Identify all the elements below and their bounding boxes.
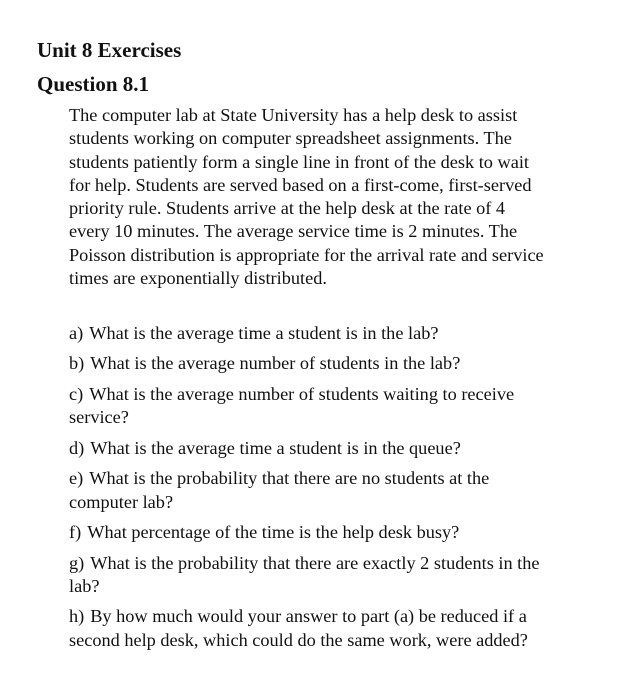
part-text: What is the average number of students waiting to receive service?	[69, 383, 515, 428]
question-part-a	[69, 322, 549, 345]
unit-title: Unit 8 Exercises	[37, 38, 182, 62]
part-label: a)	[69, 323, 84, 343]
part-text: What is the average time a student is in the lab?	[89, 323, 439, 343]
question-part-h	[69, 605, 549, 652]
part-label: e)	[69, 468, 84, 489]
question-parts-list	[69, 322, 549, 659]
part-text: What is the probability that there are no students at the computer lab?	[69, 468, 490, 512]
part-label: g)	[69, 552, 85, 573]
part-text: By how much would your answer to part (a) be reduced if a second help desk, which could do the same work, were added?	[69, 606, 528, 650]
part-label: f)	[69, 522, 82, 543]
question-part-e	[69, 467, 549, 514]
part-label: c)	[69, 383, 84, 404]
question-part-c	[69, 383, 549, 430]
part-text: What is the average time a student is in the queue?	[90, 437, 461, 458]
question-part-f	[69, 521, 549, 544]
part-text: What is the probability that there are exactly 2 students in the lab?	[69, 552, 540, 596]
question-part-b	[69, 352, 549, 375]
part-text: What percentage of the time is the help desk busy?	[87, 522, 460, 543]
part-text: What is the average number of students in the lab?	[90, 353, 461, 374]
part-label: b)	[69, 353, 85, 374]
question-title: Question 8.1	[37, 72, 150, 96]
part-label: d)	[69, 437, 85, 458]
question-intro: The computer lab at State University has a help desk to assist students working on computer spreadsheet assignments. The students patiently form a single line in front of the desk to wait for help. Students are served based on a first-come, first-served priority rule. Students arrive at the help desk at the rate of 4 every 10 minutes. The average service time is 2 minutes. The Poisson distribution is appropriate for the arrival rate and service times are exponentially distributed.	[69, 105, 544, 289]
question-part-d	[69, 437, 549, 460]
question-part-g	[69, 552, 549, 599]
part-label: h)	[69, 606, 85, 627]
